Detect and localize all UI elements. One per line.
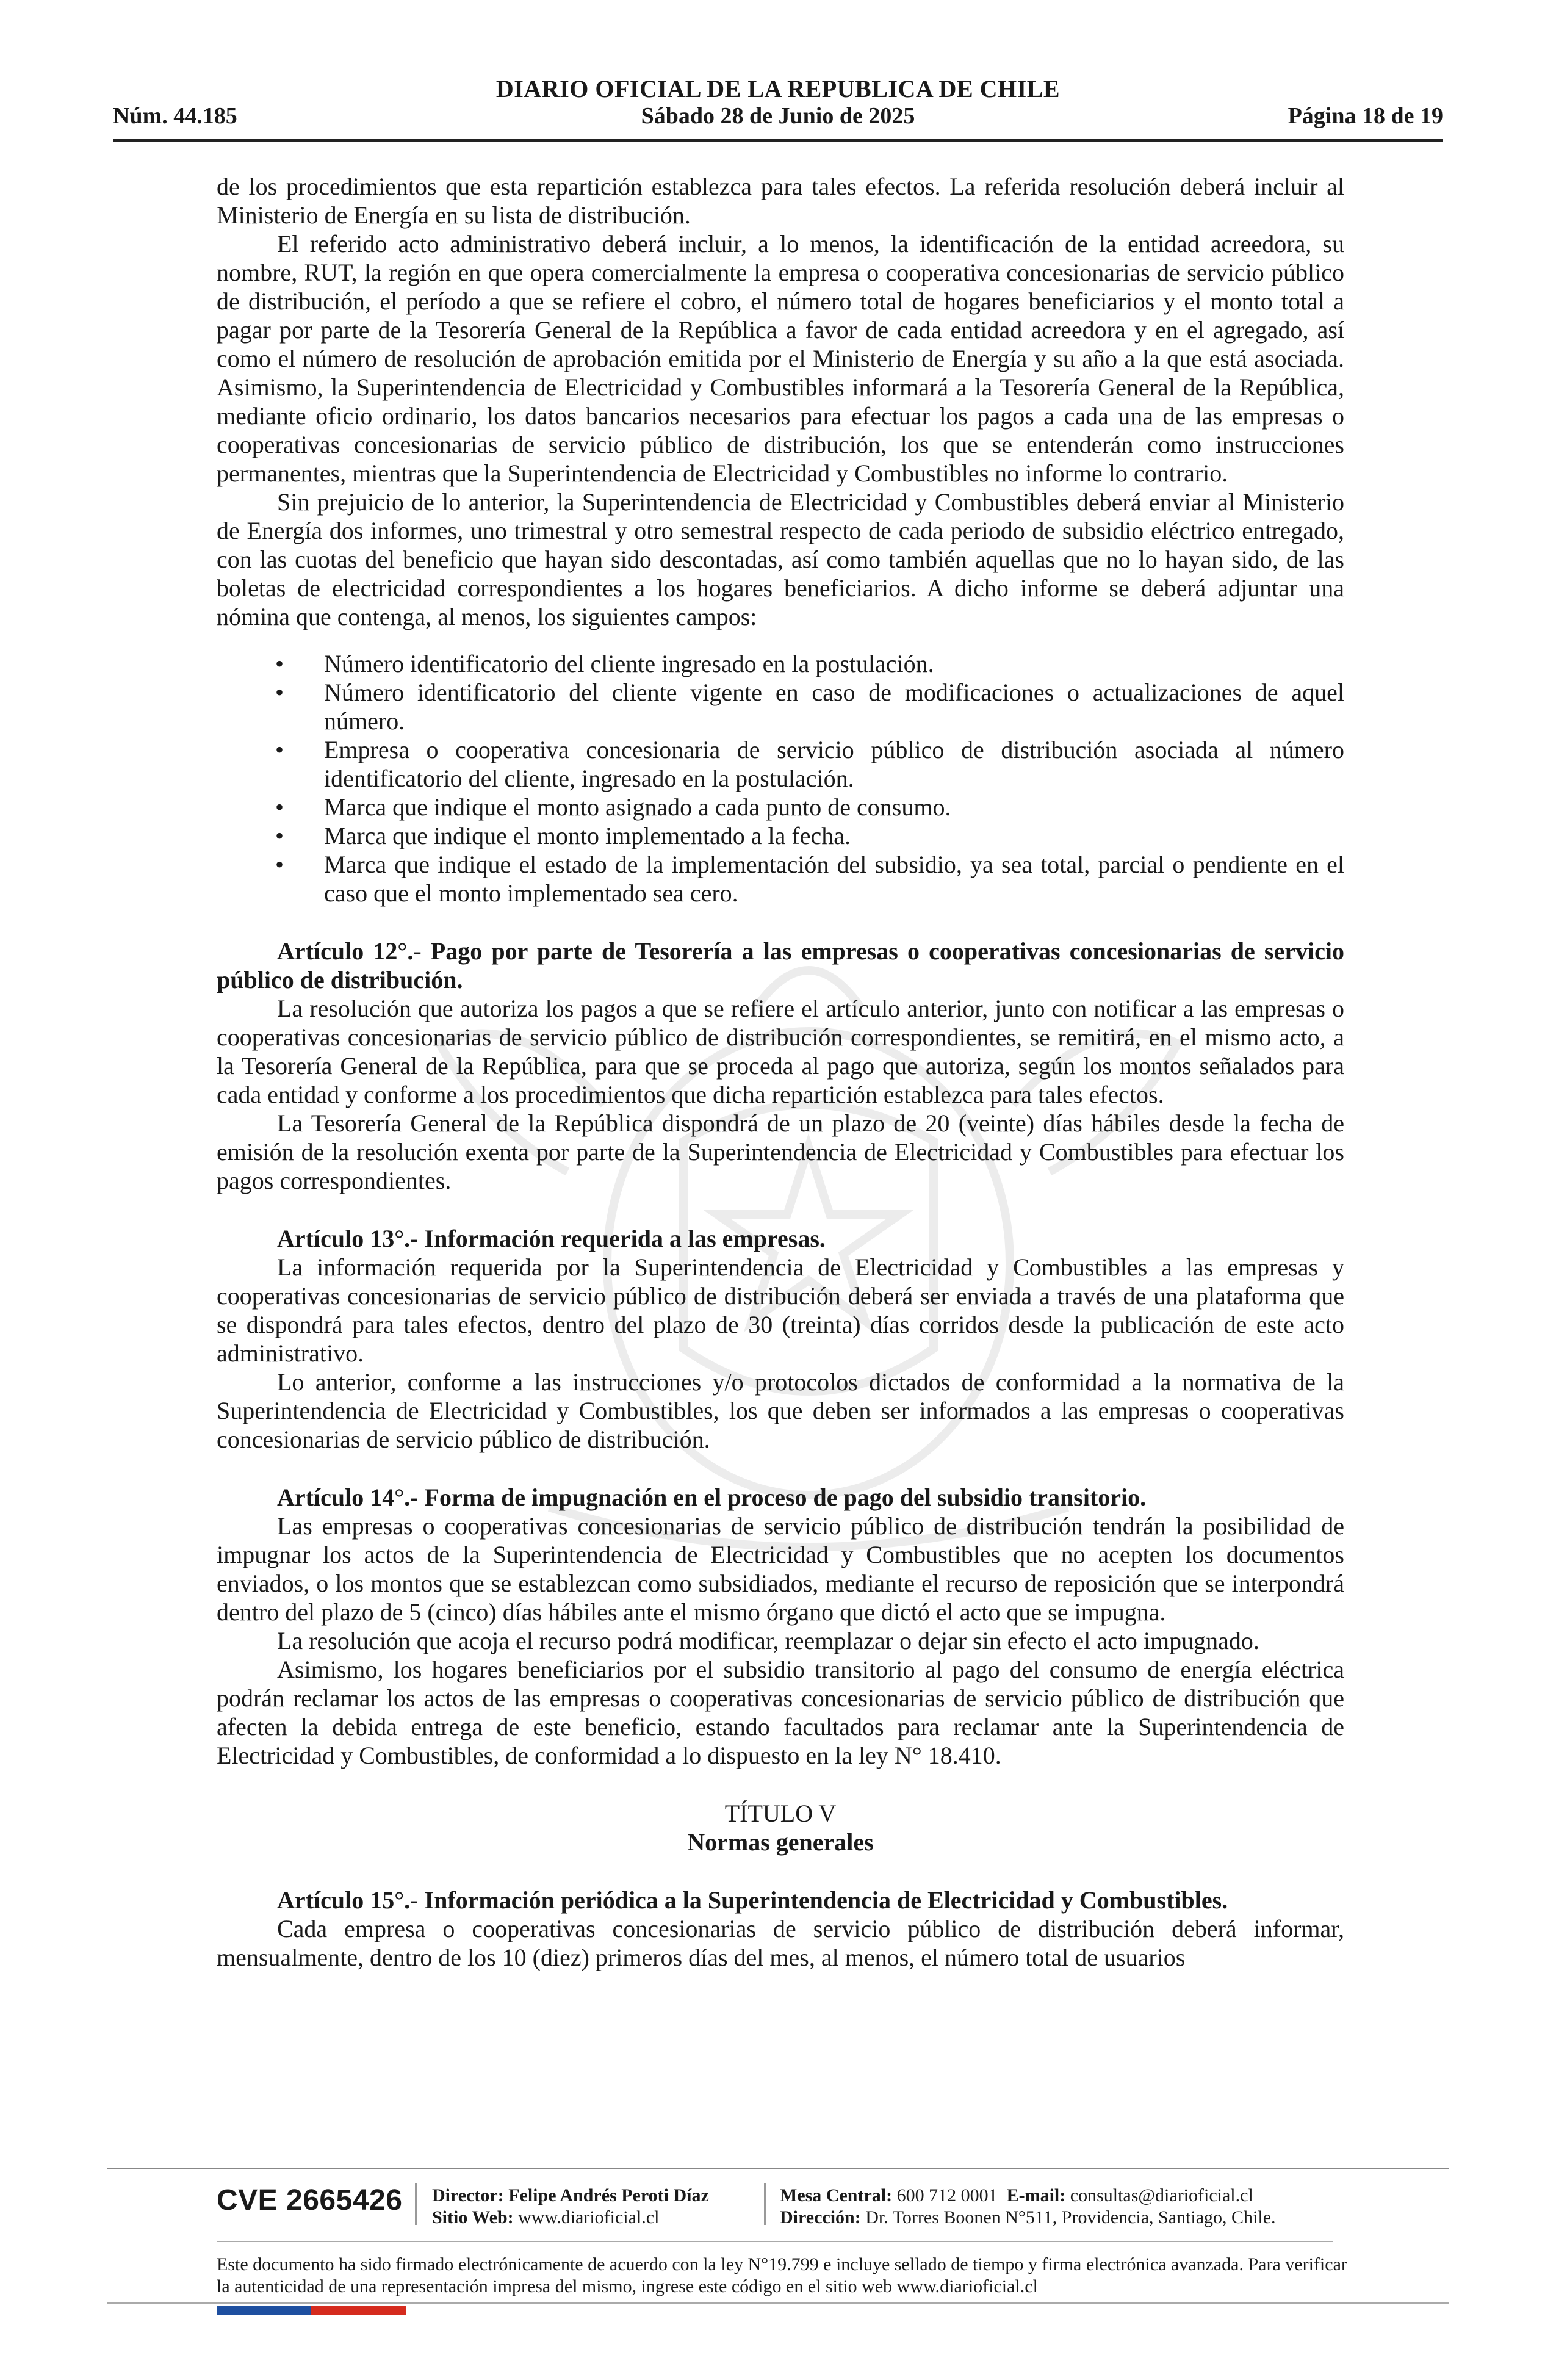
paragraph: La resolución que autoriza los pagos a que se refiere el artículo anterior, junto con notificar a las empresas o cooperativas concesionarias de servicio público de distribución correspondientes, se remitirá, en el mismo acto, a la Tesorería General de la República, para que se proceda al pago que autoriza, según los montos señalados para cada entidad y conforme a los procedimientos que dicha repartición establezca para tales efectos. [217,995,1344,1108]
phone-value: 600 712 0001 [896,2185,998,2205]
paragraph: de los procedimientos que esta repartición establezca para tales efectos. La referida resolución deberá incluir al Ministerio de Energía en su lista de distribución. [217,173,1344,229]
issue-date: Sábado 28 de Junio de 2025 [641,103,915,129]
paragraph: El referido acto administrativo deberá incluir, a lo menos, la identificación de la entidad acreedora, su nombre, RUT, la región en que opera comercialmente la empresa o cooperativa concesionarias de servicio público de distribución, el período a que se refiere el cobro, el número total de hogares beneficiarios y el monto total a pagar por parte de la Tesorería General de la República a favor de cada entidad acreedora y en el agregado, así como el número de resolución de aprobación emitida por el Ministerio de Energía y su año a la que está asociada. Asimismo, la Superintendencia de Electricidad y Combustibles informará a la Tesorería General de la República, mediante oficio ordinario, los datos bancarios necesarios para efectuar los pagos a cada una de las empresas o cooperativas concesionarias de servicio público de distribución, los que se entenderán como instrucciones permanentes, mientras que la Superintendencia de Electricidad y Combustibles no informe lo contrario. [217,230,1344,487]
paragraph: Lo anterior, conforme a las instrucciones y/o protocolos dictados de conformidad a la normativa de la Superintendencia de Electricidad y Combustibles, los que deben ser informados a las empresas o cooperativas concesionarias de servicio público de distribución. [217,1368,1344,1453]
list-item-text: Marca que indique el monto implementado a la fecha. [324,822,851,849]
address-value: Dr. Torres Boonen N°511, Providencia, Santiago, Chile. [865,2207,1276,2227]
email-label: E-mail: [1006,2185,1066,2205]
address-label: Dirección: [780,2207,861,2227]
paragraph: La información requerida por la Superintendencia de Electricidad y Combustibles a las empresas y cooperativas concesionarias de servicio público de distribución deberá ser enviada a través de una plataforma que se dispondrá para tales efectos, dentro del plazo de 30 (treinta) días corridos desde la publicación de este acto administrativo. [217,1253,1344,1367]
bullet-icon: • [275,679,284,706]
article-heading: Artículo 15°.- Información periódica a la Superintendencia de Electricidad y Combustibles. [277,1886,1228,1914]
list-item [217,850,1344,907]
footer-divider [217,2241,1333,2242]
flag-stripe-red [311,2306,406,2315]
bullet-icon: • [275,851,284,878]
paragraph: Cada empresa o cooperativas concesionarias de servicio público de distribución deberá informar, mensualmente, dentro de los 10 (diez) primeros días del mes, al menos, el número total de usuarios [217,1915,1344,1971]
director-label: Director: [432,2185,504,2205]
list-item-text: Número identificatorio del cliente ingresado en la postulación. [324,650,934,677]
field-list [217,649,1344,907]
cve-code: CVE 2665426 [217,2184,403,2216]
phone-label: Mesa Central: [780,2185,893,2205]
paragraph: Las empresas o cooperativas concesionarias de servicio público de distribución tendrán la posibilidad de impugnar los actos de la Superintendencia de Electricidad y Combustibles que no acepten los documentos enviados, o los montos que se establezcan como subsidiados, mediante el recurso de reposición que se interpondrá dentro del plazo de 5 (cinco) días hábiles ante el mismo órgano que dictó el acto que se impugna. [217,1512,1344,1626]
footer-divider [107,2302,1449,2304]
email-link[interactable]: consultas@diarioficial.cl [1070,2185,1253,2205]
list-item [217,678,1344,735]
website-label: Sitio Web: [432,2207,514,2227]
list-item [217,735,1344,793]
director-name: Felipe Andrés Peroti Díaz [508,2185,709,2205]
list-item [217,793,1344,821]
bullet-icon: • [275,736,284,763]
website-link[interactable]: www.diarioficial.cl [518,2207,660,2227]
header-divider [113,139,1443,142]
footer-contact-block [780,2185,1276,2229]
bullet-icon: • [275,650,284,677]
article-heading: Artículo 13°.- Información requerida a las empresas. [277,1225,826,1252]
article-heading: Artículo 14°.- Forma de impugnación en el proceso de pago del subsidio transitorio. [277,1484,1147,1511]
footer-divider [107,2168,1449,2169]
bullet-icon: • [275,793,284,821]
paragraph: Sin prejuicio de lo anterior, la Superintendencia de Electricidad y Combustibles deberá enviar al Ministerio de Energía dos informes, uno trimestral y otro semestral respecto de cada periodo de subsidio eléctrico entregado, con las cuotas del beneficio que hayan sido descontadas, así como también aquellas que no lo hayan sido, de las boletas de electricidad correspondientes a los hogares beneficiarios. A dicho informe se deberá adjuntar una nómina que contenga, al menos, los siguientes campos: [217,488,1344,630]
section-title: TÍTULO V [724,1800,837,1827]
list-item [217,821,1344,850]
section-subtitle: Normas generales [687,1828,874,1856]
footer-director-block [432,2185,709,2229]
document-body [217,172,1344,1972]
article-heading: Artículo 12°.- Pago por parte de Tesorería a las empresas o cooperativas concesionarias de servicio público de distribución. [217,937,1344,993]
footer-separator [764,2183,766,2225]
publication-title: DIARIO OFICIAL DE LA REPUBLICA DE CHILE [495,75,1061,103]
list-item-text: Marca que indique el estado de la implementación del subsidio, ya sea total, parcial o pendiente en el caso que el monto implementado sea cero. [324,851,1344,907]
legal-notice: Este documento ha sido firmado electrónicamente de acuerdo con la ley N°19.799 e incluye sellado de tiempo y firma electrónica avanzada. Para verificar la autenticidad de una representación impresa del mismo, ingrese este código en el sitio web www.diarioficial.cl [217,2254,1347,2296]
paragraph: La Tesorería General de la República dispondrá de un plazo de 20 (veinte) días hábiles desde la fecha de emisión de la resolución exenta por parte de la Superintendencia de Electricidad y Combustibles para efectuar los pagos correspondientes. [217,1109,1344,1194]
issue-number: Núm. 44.185 [113,103,237,129]
paragraph: Asimismo, los hogares beneficiarios por el subsidio transitorio al pago del consumo de energía eléctrica podrán reclamar los actos de las empresas o cooperativas concesionarias de servicio público de distribución que afecten la debida entrega de este beneficio, estando facultados para reclamar ante la Superintendencia de Electricidad y Combustibles, de conformidad a lo dispuesto en la ley N° 18.410. [217,1656,1344,1769]
flag-stripe-blue [217,2306,311,2315]
bullet-icon: • [275,822,284,849]
list-item-text: Marca que indique el monto asignado a cada punto de consumo. [324,793,951,821]
footer-separator [415,2183,417,2225]
list-item-text: Número identificatorio del cliente vigente en caso de modificaciones o actualizaciones de aquel número. [324,679,1344,735]
list-item-text: Empresa o cooperativa concesionaria de servicio público de distribución asociada al número identificatorio del cliente, ingresado en la postulación. [324,736,1344,792]
page-number: Página 18 de 19 [1288,103,1443,129]
list-item [217,649,1344,678]
paragraph: La resolución que acoja el recurso podrá modificar, reemplazar o dejar sin efecto el acto impugnado. [277,1627,1259,1654]
